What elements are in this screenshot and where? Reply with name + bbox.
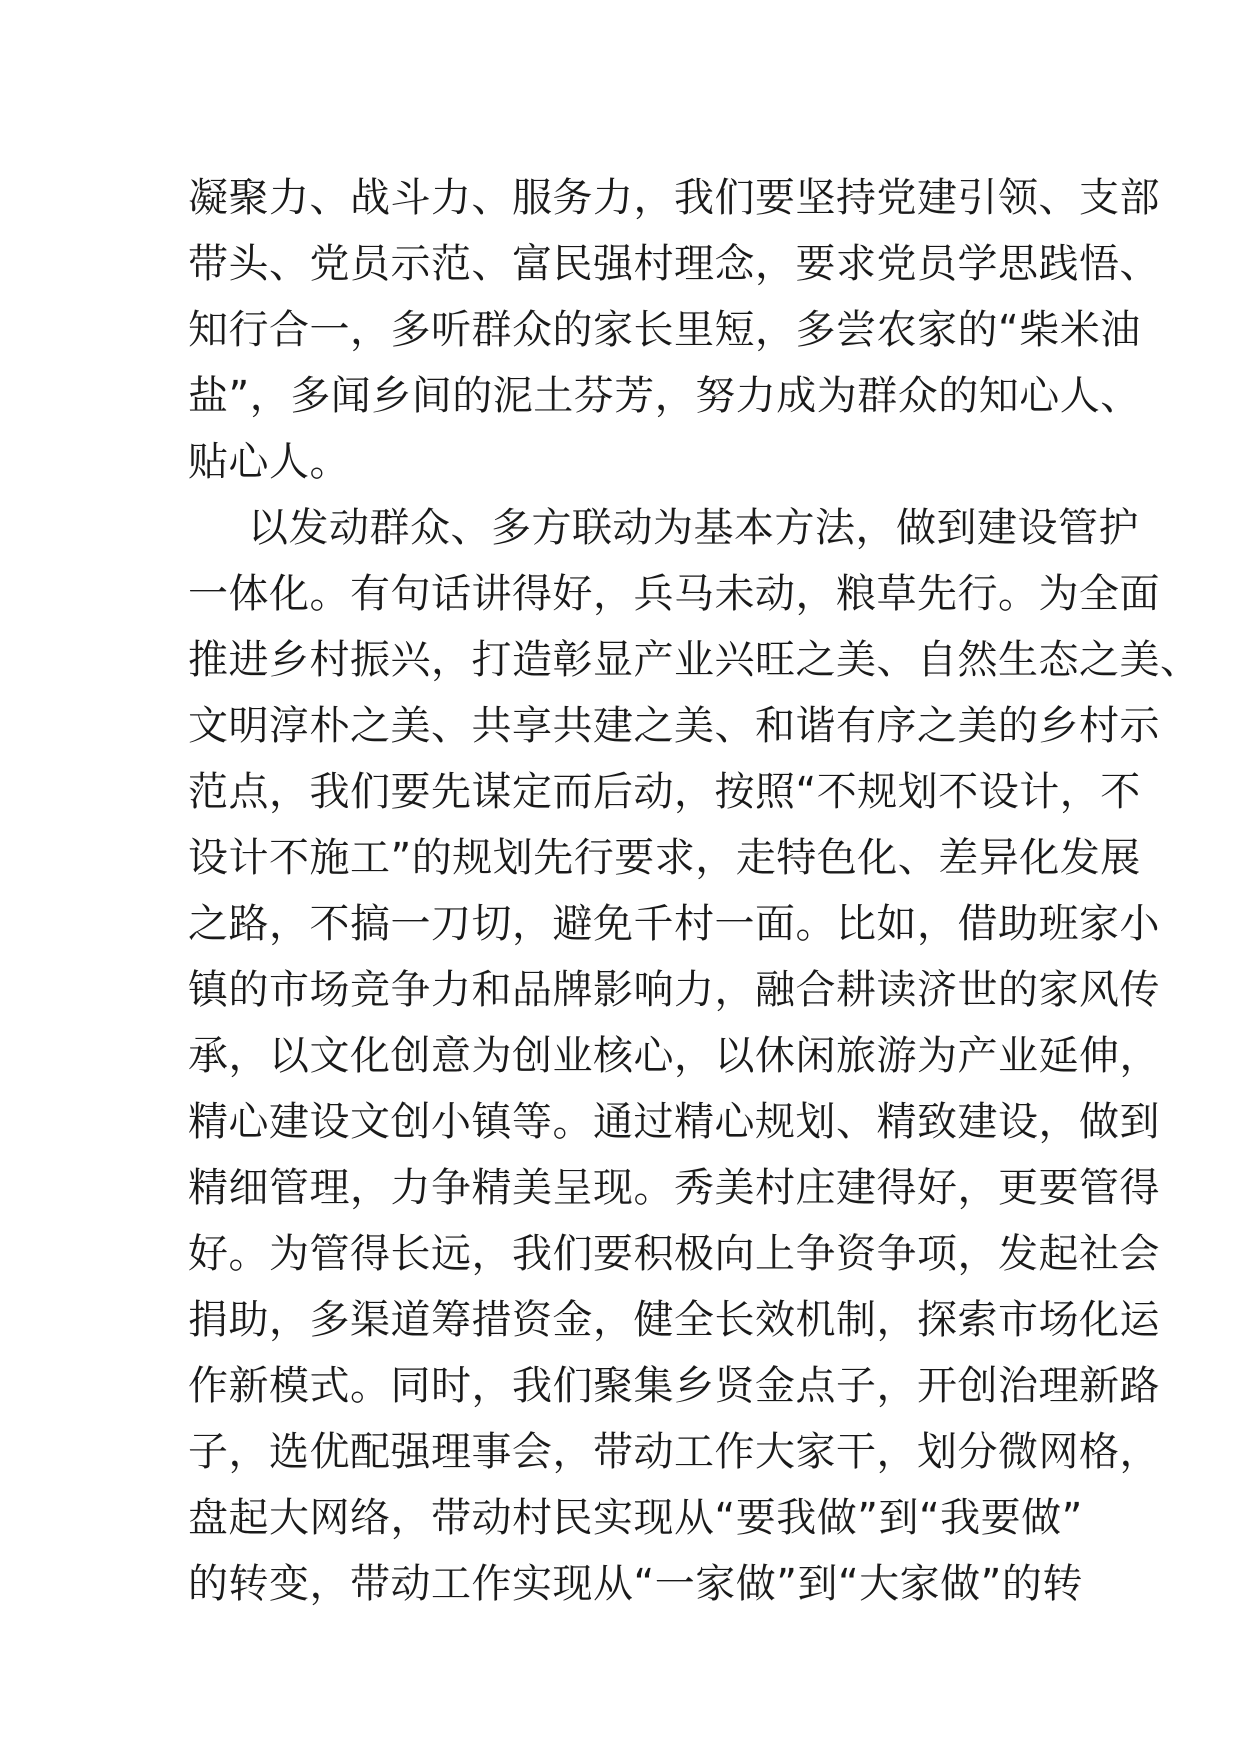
text-line: 承，以文化创意为创业核心，以休闲旅游为产业延伸，	[188, 1033, 1160, 1079]
text-line: 好。为管得长远，我们要积极向上争资争项，发起社会	[188, 1231, 1160, 1277]
text-line: 凝聚力、战斗力、服务力，我们要坚持党建引领、支部	[188, 175, 1160, 221]
text-line: 之路，不搞一刀切，避免千村一面。比如，借助班家小	[188, 901, 1160, 947]
text-line: 子，选优配强理事会，带动工作大家干，划分微网格，	[188, 1429, 1160, 1475]
text-line: 推进乡村振兴，打造彰显产业兴旺之美、自然生态之美、	[188, 637, 1201, 683]
text-line: 精心建设文创小镇等。通过精心规划、精致建设，做到	[188, 1099, 1160, 1145]
text-line: 盐”，多闻乡间的泥土芬芳，努力成为群众的知心人、	[188, 373, 1141, 419]
text-line: 一体化。有句话讲得好，兵马未动，粮草先行。为全面	[188, 571, 1160, 617]
text-line: 设计不施工”的规划先行要求，走特色化、差异化发展	[188, 835, 1141, 881]
text-line: 文明淳朴之美、共享共建之美、和谐有序之美的乡村示	[188, 703, 1160, 749]
text-line: 带头、党员示范、富民强村理念，要求党员学思践悟、	[188, 241, 1160, 287]
text-line: 范点，我们要先谋定而后动，按照“不规划不设计，不	[188, 769, 1141, 815]
text-line: 贴心人。	[188, 439, 350, 485]
text-line: 精细管理，力争精美呈现。秀美村庄建得好，更要管得	[188, 1165, 1160, 1211]
text-line: 的转变，带动工作实现从“一家做”到“大家做”的转	[188, 1561, 1083, 1607]
paragraph-first-line: 以发动群众、多方联动为基本方法，做到建设管护	[248, 505, 1139, 551]
text-line: 盘起大网络，带动村民实现从“要我做”到“我要做”	[188, 1495, 1083, 1541]
text-line: 镇的市场竞争力和品牌影响力，融合耕读济世的家风传	[188, 967, 1160, 1013]
text-line: 捐助，多渠道筹措资金，健全长效机制，探索市场化运	[188, 1297, 1160, 1343]
text-line: 作新模式。同时，我们聚集乡贤金点子，开创治理新路	[188, 1363, 1160, 1409]
text-line: 知行合一，多听群众的家长里短，多尝农家的“柴米油	[188, 307, 1141, 353]
